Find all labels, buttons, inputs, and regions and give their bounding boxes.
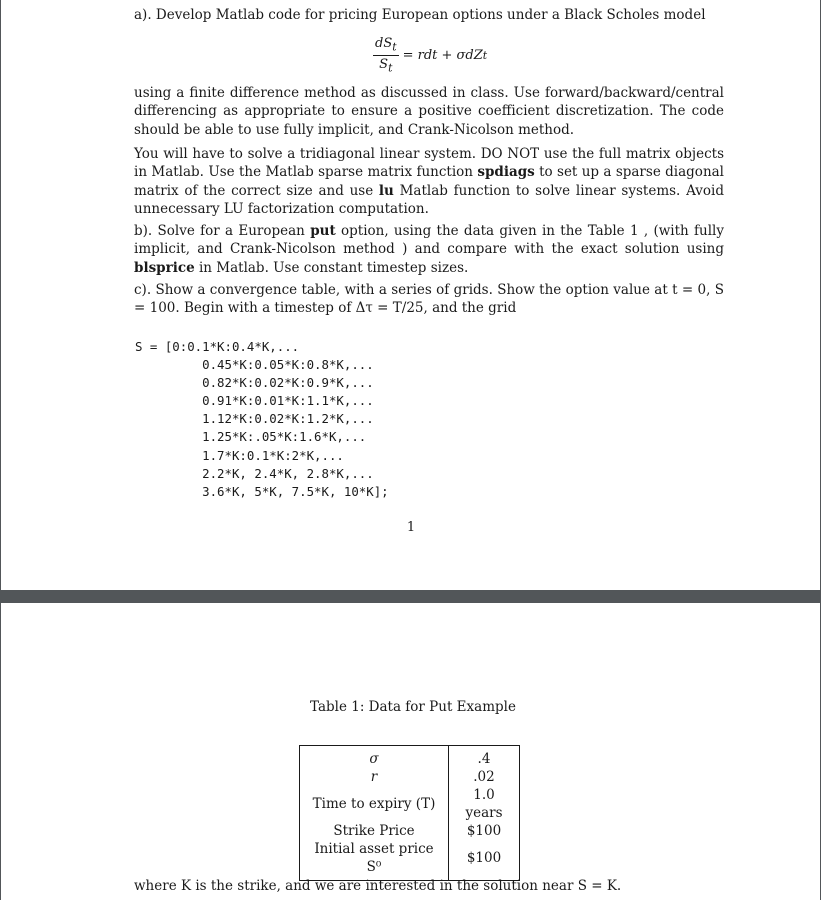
equation-rhs: = rdt + σdZ [402, 47, 483, 63]
footnote-text: where K is the strike, and we are interested in the solution near S = K. [134, 878, 622, 894]
paragraph-c: c). Show a convergence table, with a series of grids. Show the option value at t = 0, S = 100. Begin with a timestep of Δτ = T/25, and the grid [134, 282, 724, 317]
equation-rhs-sub: t [482, 48, 488, 62]
table-caption: Table 1: Data for Put Example [310, 699, 516, 715]
black-scholes-equation [373, 36, 487, 74]
table-row [300, 768, 520, 786]
table-cell-value: .4 [477, 751, 491, 767]
table-cell-value: $100 [466, 850, 502, 866]
code-line: 0.82*K:0.02*K:0.9*K,... [135, 375, 374, 391]
table-row [300, 840, 520, 881]
spdiags-keyword: spdiags [477, 164, 535, 181]
code-line: 1.12*K:0.02*K:1.2*K,... [135, 411, 374, 427]
table-row [300, 786, 520, 822]
paragraph-b: b). Solve for a European put option, using the data given in the Table 1 , (with fully implicit, and Crank-Nicolson method ) and compare with the exact solution using blsprice in Matlab. Use constant timestep sizes. [134, 223, 724, 276]
grid-code-block [135, 338, 389, 501]
table-cell-label: r [300, 768, 449, 786]
code-line: S = [0:0.1*K:0.4*K,... [135, 339, 300, 354]
document-page-2 [1, 603, 820, 900]
table-cell-label: σ [300, 746, 449, 769]
code-line: 0.91*K:0.01*K:1.1*K,... [135, 393, 374, 409]
code-line: 2.2*K, 2.4*K, 2.8*K,... [135, 465, 374, 481]
document-page-1 [1, 0, 820, 590]
table-cell-value: 1.0 years [465, 787, 503, 821]
code-line: 1.25*K:.05*K:1.6*K,... [135, 429, 367, 445]
table-cell-label: Time to expiry (T) [300, 786, 449, 822]
paragraph-a2: You will have to solve a tridiagonal linear system. DO NOT use the full matrix objects in Matlab. Use the Matlab sparse matrix function spdiags to set up a sparse diagonal matrix of the correct size and use lu Matlab function to solve linear systems. Avoid unnecessary LU factorization computation. [134, 146, 725, 217]
equation-denominator: S [379, 56, 389, 72]
code-line: 3.6*K, 5*K, 7.5*K, 10*K]; [135, 483, 389, 499]
paragraph-a1: using a finite difference method as discussed in class. Use forward/backward/central differencing as appropriate to ensure a positive coefficient discretization. The code should be able to use fully implicit, and Crank-Nicolson method. [134, 85, 724, 138]
part-a-heading: a). Develop Matlab code for pricing European options under a Black Scholes model [134, 7, 706, 23]
table-row [300, 746, 520, 769]
code-line: 0.45*K:0.05*K:0.8*K,... [135, 357, 374, 373]
table-cell-label: Initial asset price S⁰ [300, 840, 449, 881]
lu-keyword: lu [378, 182, 394, 199]
table-row [300, 822, 520, 840]
equation-fraction [373, 36, 399, 74]
put-data-table [299, 745, 520, 881]
equation-denominator-sub: t [388, 61, 393, 75]
blsprice-keyword: blsprice [134, 259, 195, 276]
table-cell-value: $100 [466, 823, 502, 839]
table-cell-value: .02 [473, 769, 495, 785]
page-number: 1 [406, 520, 416, 535]
table-cell-label: Strike Price [300, 822, 449, 840]
put-keyword: put [310, 223, 336, 239]
code-line: 1.7*K:0.1*K:2*K,... [135, 447, 344, 463]
equation-numerator: dS [375, 36, 393, 51]
equation-numerator-sub: t [392, 40, 397, 54]
